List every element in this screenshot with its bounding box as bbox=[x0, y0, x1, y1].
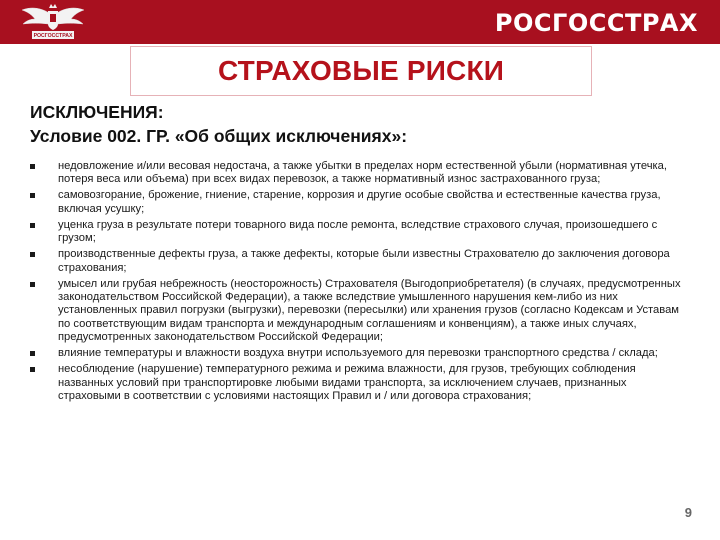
bullet-icon bbox=[30, 351, 35, 356]
emblem-banner-text: РОСГОССТРАХ bbox=[33, 33, 73, 39]
header-bar bbox=[0, 0, 720, 44]
exclusions-list bbox=[30, 160, 690, 406]
list-item bbox=[30, 278, 690, 345]
bullet-icon bbox=[30, 282, 35, 287]
list-item-text: несоблюдение (нарушение) температурного режима и режима влажности, для грузов, требующих соблюдения названных условий при транспортировке любыми видами транспорта, за исключением случаев, признанных страховыми в соответствии с условиями настоящих Правил и / или договора страхования; bbox=[58, 363, 636, 403]
title-frame bbox=[130, 46, 592, 96]
list-item bbox=[30, 248, 690, 275]
bullet-icon bbox=[30, 164, 35, 169]
page-title: СТРАХОВЫЕ РИСКИ bbox=[217, 55, 505, 86]
condition-heading: Условие 002. ГР. «Об общих исключениях»: bbox=[30, 126, 408, 146]
bullet-icon bbox=[30, 193, 35, 198]
bullet-icon bbox=[30, 223, 35, 228]
list-item bbox=[30, 363, 690, 403]
eagle-emblem-icon bbox=[18, 2, 88, 42]
page-number: 9 bbox=[684, 505, 692, 520]
bullet-icon bbox=[30, 367, 35, 372]
section-heading: ИСКЛЮЧЕНИЯ: bbox=[30, 102, 164, 122]
list-item bbox=[30, 189, 690, 216]
brand-logo-text: РОСГОССТРАХ bbox=[494, 9, 698, 37]
list-item-text: недовложение и/или весовая недостача, а также убытки в пределах норм естественной убыли (нормативная утечка, потеря веса или объема) при всех видах перевозок, а также нормативный износ застрахованного груза; bbox=[58, 160, 668, 186]
list-item-text: производственные дефекты груза, а также дефекты, которые были известны Страхователю до заключения договора страхования; bbox=[58, 248, 670, 274]
list-item bbox=[30, 160, 690, 187]
list-item-text: самовозгорание, брожение, гниение, старение, коррозия и другие особые свойства и естественные качества груза, включая усушку; bbox=[58, 189, 661, 215]
list-item bbox=[30, 219, 690, 246]
list-item-text: умысел или грубая небрежность (неосторожность) Страхователя (Выгодоприобретателя) (в случаях, предусмотренных законодательством Российской Федерации), а также вследствие умышленного нарушения кем-либо из них установленных правил погрузки (выгрузки), перевозки (пересылки) или хранения грузов (согласно Кодексам и Уставам по соответствующим видам транспорта и международным соглашениям и конвенциям), а также иных случаях, предусмотренных законодательством Российской Федерации; bbox=[58, 277, 681, 344]
list-item-text: уценка груза в результате потери товарного вида после ремонта, вследствие страхового случая, произошедшего с грузом; bbox=[58, 218, 658, 245]
bullet-icon bbox=[30, 252, 35, 257]
list-item-text: влияние температуры и влажности воздуха внутри используемого для перевозки транспортного средства / склада; bbox=[58, 347, 658, 360]
list-item bbox=[30, 347, 690, 360]
